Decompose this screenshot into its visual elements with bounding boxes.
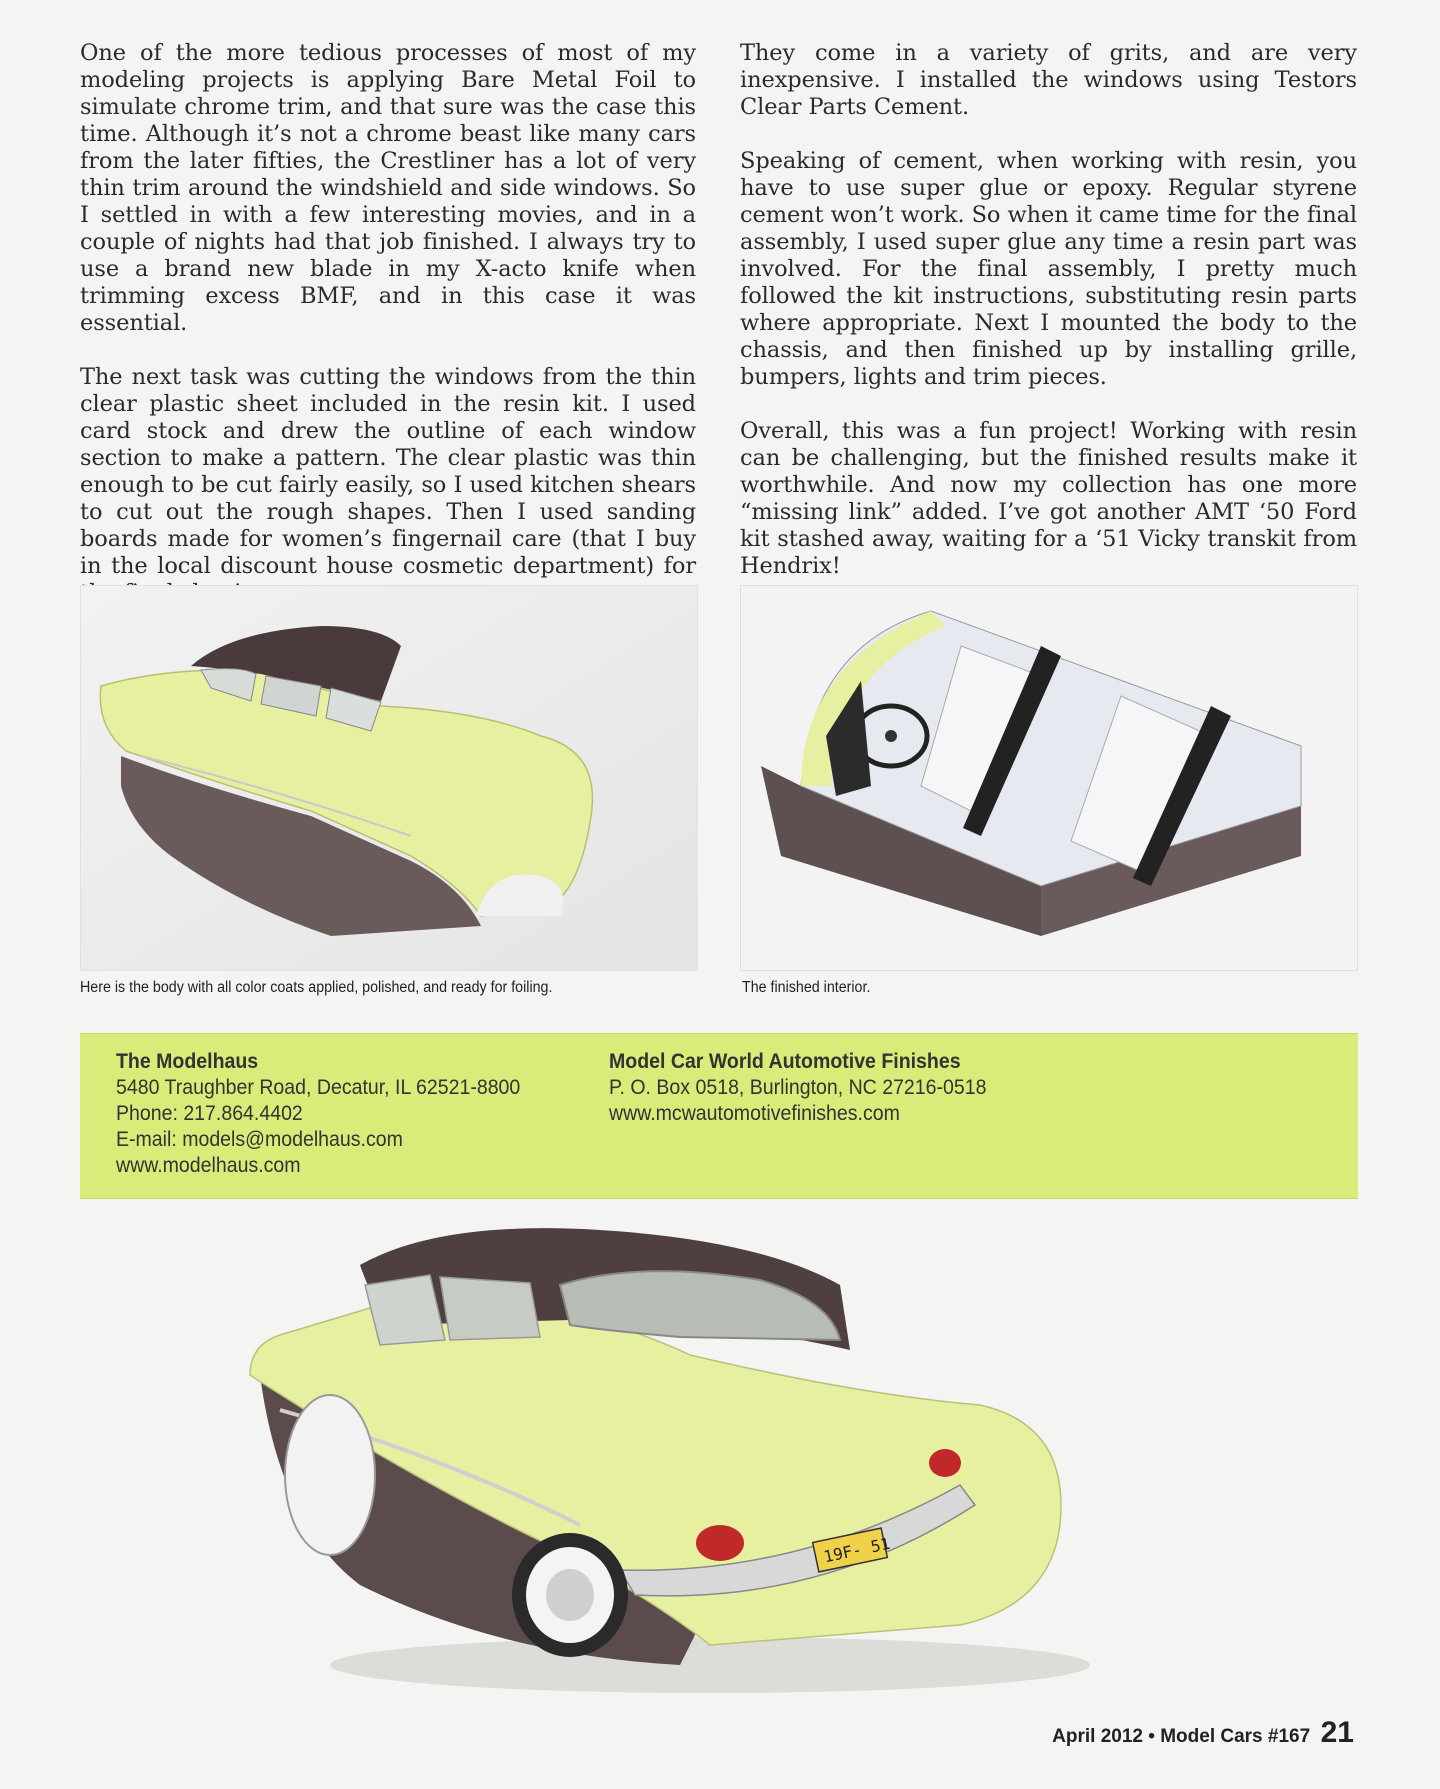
photo-caption-interior: The finished interior. <box>742 979 871 996</box>
photo-car-body <box>80 585 698 971</box>
paragraph: The next task was cutting the windows from the thin clear plastic sheet included in the resin kit. I used card stock and drew the outline of each window section to make a pattern. The clear plastic was thin enough to be cut fairly easily, so I used kitchen shears to cut out the rough shapes. Then I used sanding boards made for women’s fingernail care (that I buy in the local discount house cosmetic department) for <box>80 364 696 579</box>
article-column-right <box>740 40 1357 607</box>
paragraph: One of the more tedious processes of most of my modeling projects is applying Bare Metal Foil to simulate chrome trim, and that sure was the case this time. Although it’s not a chrome beast like many cars from the later fifties, the Crestliner has a lot of very thin trim around the windshield and side windows. So I settled in with a few interesting movies, and in a couple of nights had that job finished. I always try to use a brand new blade in my X-acto knife when trimming excess BMF, and in this case it was essential. <box>80 40 696 336</box>
photo-interior <box>740 585 1358 971</box>
source-website: www.mcwautomotivefinishes.com <box>609 1102 900 1125</box>
source-mcw <box>609 1049 1015 1127</box>
paragraph: Speaking of cement, when working with resin, you have to use super glue or epoxy. Regular styrene cement won’t work. So when it came time for the final assembly, I used super glue any time a resin part was involved. For the final assembly, I pretty much followed the kit instructions, substituting resin parts where appropriate. Next I mounted the body to the chassis, and then finished up by installing grille, bumpers, lights and trim pieces. <box>740 148 1357 390</box>
issue-line: April 2012 • Model Cars #167 <box>1052 1726 1311 1747</box>
page-number: 21 <box>1320 1716 1354 1749</box>
source-phone: Phone: 217.864.4402 <box>116 1102 303 1125</box>
source-email: E-mail: models@modelhaus.com <box>116 1128 403 1151</box>
article-column-left <box>80 40 696 634</box>
source-website: www.modelhaus.com <box>116 1154 301 1177</box>
paragraph: They come in a variety of grits, and are very inexpensive. I installed the windows using Testors Clear Parts Cement. <box>740 40 1357 120</box>
source-name: The Modelhaus <box>116 1050 259 1073</box>
source-address: 5480 Traughber Road, Decatur, IL 62521-8800 <box>116 1076 521 1099</box>
paragraph: Overall, this was a fun project! Working with resin can be challenging, but the finished results make it worthwhile. And now my collection has one more “missing link” added. I’ve got another AMT ‘50 Ford kit stashed away, waiting for a ‘51 Vicky transkit from Hendrix! <box>740 418 1357 579</box>
sources-box <box>80 1033 1358 1199</box>
license-plate-text: 19F- 51 <box>821 1533 892 1567</box>
source-address: P. O. Box 0518, Burlington, NC 27216-0518 <box>609 1076 987 1099</box>
page-footer <box>1052 1716 1354 1750</box>
source-name: Model Car World Automotive Finishes <box>609 1050 961 1073</box>
source-modelhaus <box>116 1049 551 1179</box>
photo-finished-car <box>240 1225 1140 1695</box>
photo-caption-body: Here is the body with all color coats applied, polished, and ready for foiling. <box>80 979 553 996</box>
